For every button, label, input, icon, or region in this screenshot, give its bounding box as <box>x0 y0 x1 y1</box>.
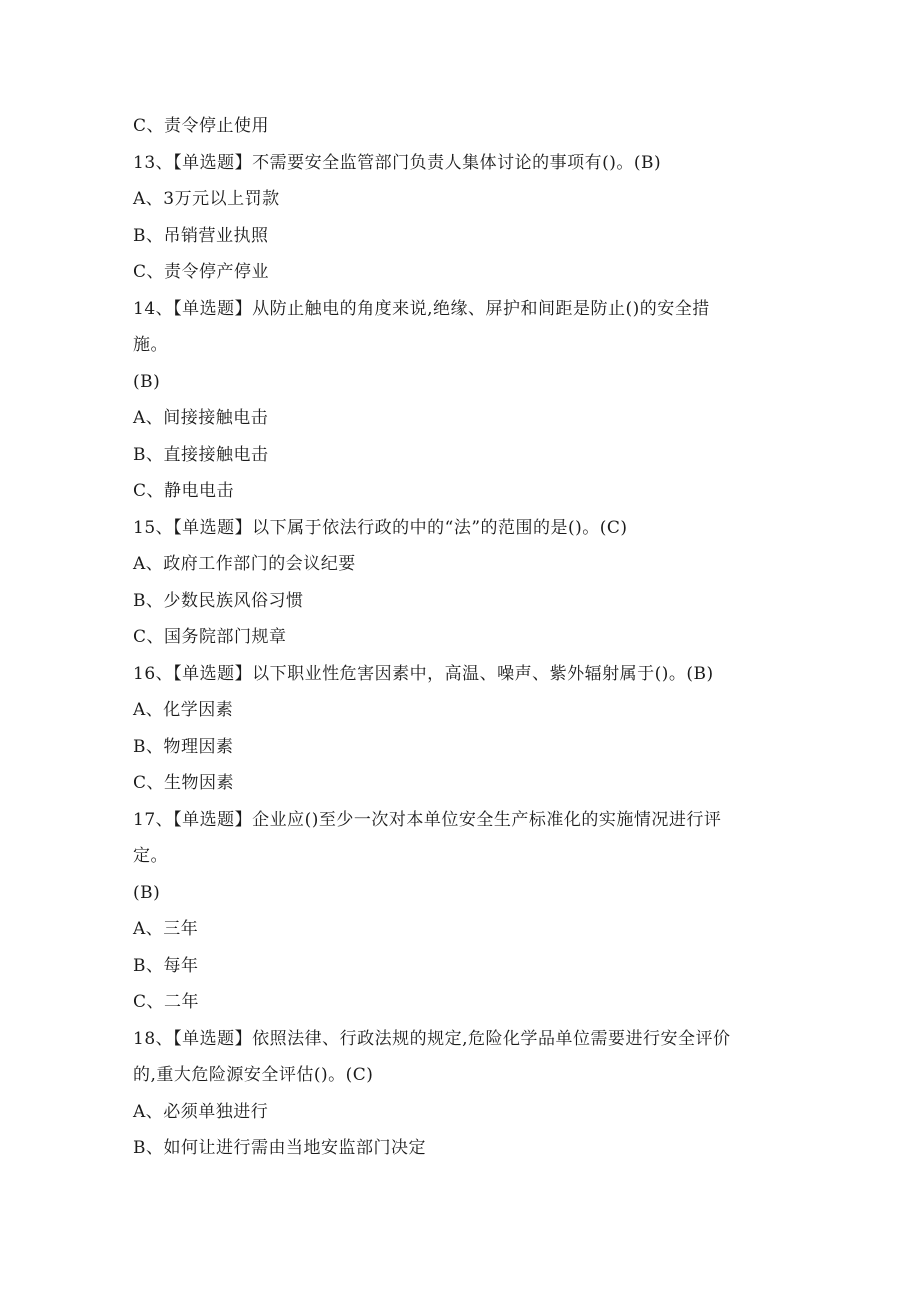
question-14: 14、【单选题】从防止触电的角度来说,绝缘、屏护和间距是防止()的安全措 <box>133 299 710 319</box>
answer-q14: (B) <box>133 372 161 392</box>
question-18-continued: 的,重大危险源安全评估()。(C) <box>133 1065 374 1085</box>
option-a-q13: A、3万元以上罚款 <box>133 189 280 209</box>
option-a-q17: A、三年 <box>133 919 199 939</box>
question-17: 17、【单选题】企业应()至少一次对本单位安全生产标准化的实施情况进行评 <box>133 810 722 830</box>
option-b-q18: B、如何让进行需由当地安监部门决定 <box>133 1138 426 1158</box>
option-c-q14: C、静电电击 <box>133 481 235 501</box>
question-15: 15、【单选题】以下属于依法行政的中的“法”的范围的是()。(C) <box>133 518 628 538</box>
option-c-q17: C、二年 <box>133 992 200 1012</box>
option-c-q12: C、责令停止使用 <box>133 116 270 136</box>
option-b-q17: B、每年 <box>133 956 199 976</box>
question-14-continued: 施。 <box>133 335 168 355</box>
option-c-q15: C、国务院部门规章 <box>133 627 287 647</box>
option-b-q13: B、吊销营业执照 <box>133 226 269 246</box>
question-17-continued: 定。 <box>133 846 168 866</box>
question-18: 18、【单选题】依照法律、行政法规的规定,危险化学品单位需要进行安全评价 <box>133 1029 731 1049</box>
option-c-q16: C、生物因素 <box>133 773 235 793</box>
option-b-q15: B、少数民族风俗习惯 <box>133 591 304 611</box>
option-c-q13: C、责令停产停业 <box>133 262 270 282</box>
option-a-q15: A、政府工作部门的会议纪要 <box>133 554 356 574</box>
option-a-q16: A、化学因素 <box>133 700 234 720</box>
question-16: 16、【单选题】以下职业性危害因素中，高温、噪声、紫外辐射属于()。(B) <box>133 664 714 684</box>
option-a-q18: A、必须单独进行 <box>133 1102 269 1122</box>
answer-q17: (B) <box>133 883 161 903</box>
option-a-q14: A、间接接触电击 <box>133 408 269 428</box>
option-b-q16: B、物理因素 <box>133 737 234 757</box>
question-13: 13、【单选题】不需要安全监管部门负责人集体讨论的事项有()。(B) <box>133 153 662 173</box>
option-b-q14: B、直接接触电击 <box>133 445 269 465</box>
